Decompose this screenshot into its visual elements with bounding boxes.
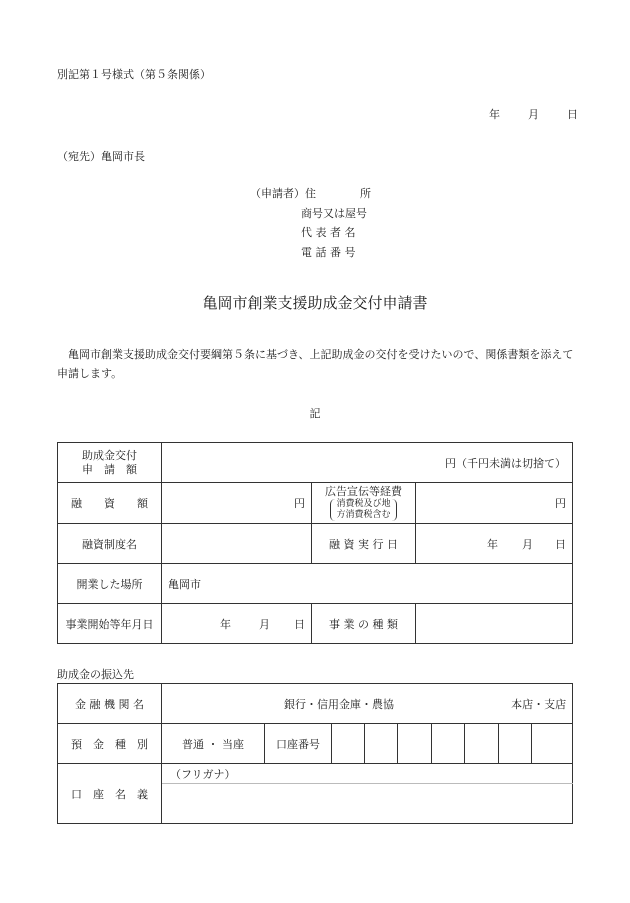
deposit-type-options[interactable]: 普通 ・ 当座 xyxy=(162,724,265,764)
applicant-address-label: 住 所 xyxy=(305,187,371,200)
furigana-row xyxy=(58,764,573,784)
ki-marker: 記 xyxy=(309,407,321,420)
applicant-phone-label: 電 話 番 号 xyxy=(301,245,356,259)
grant-amount-field[interactable]: 円（千円未満は切捨て） xyxy=(162,443,573,483)
form-number-label: 別記第１号様式（第５条関係） xyxy=(57,68,211,81)
account-digit-5[interactable] xyxy=(465,724,499,764)
loan-system-row xyxy=(58,524,573,564)
branch-types: 本店・支店 xyxy=(511,697,567,711)
location-label: 開業した場所 xyxy=(58,564,162,604)
institution-field[interactable] xyxy=(162,684,573,724)
bank-transfer-heading: 助成金の振込先 xyxy=(57,668,134,681)
institution-types: 銀行・信用金庫・農協 xyxy=(284,697,394,711)
loan-row xyxy=(58,483,573,524)
ad-expense-label: 広告宣伝等経費 消費税及び地 方消費税含む xyxy=(312,483,416,524)
loan-exec-date-label: 融 資 実 行 日 xyxy=(312,524,416,564)
institution-label: 金 融 機 関 名 xyxy=(58,684,162,724)
account-number-label: 口座番号 xyxy=(265,724,332,764)
account-digit-6[interactable] xyxy=(499,724,532,764)
account-digit-2[interactable] xyxy=(365,724,398,764)
date-day: 日 xyxy=(567,108,578,121)
applicant-shop-name-label: 商号又は屋号 xyxy=(301,206,367,220)
application-statement: 亀岡市創業支援助成金交付要綱第５条に基づき、上記助成金の交付を受けたいので、関係書類を添えて申請します。 xyxy=(57,348,574,380)
application-date xyxy=(489,106,578,122)
business-type-field[interactable] xyxy=(416,604,573,644)
institution-row xyxy=(58,684,573,724)
loan-amount-field[interactable]: 円 xyxy=(162,483,312,524)
account-digit-7[interactable] xyxy=(532,724,573,764)
start-date-row xyxy=(58,604,573,644)
applicant-block xyxy=(250,184,371,262)
business-type-label: 事 業 の 種 類 xyxy=(312,604,416,644)
account-digit-4[interactable] xyxy=(432,724,465,764)
form-title: 亀岡市創業支援助成金交付申請書 xyxy=(202,294,428,312)
deposit-row xyxy=(58,724,573,764)
applicant-representative-label: 代 表 者 名 xyxy=(301,226,356,239)
date-month: 月 xyxy=(528,108,539,121)
grant-amount-row xyxy=(58,443,573,483)
account-digit-1[interactable] xyxy=(332,724,365,764)
grant-table xyxy=(57,442,573,644)
loan-system-field[interactable] xyxy=(162,524,312,564)
account-name-label: 口 座 名 義 xyxy=(58,764,162,824)
start-date-field[interactable]: 年 月 日 xyxy=(162,604,312,644)
date-year: 年 xyxy=(489,108,500,121)
deposit-type-label: 預 金 種 別 xyxy=(58,724,162,764)
start-date-label: 事業開始等年月日 xyxy=(58,604,162,644)
applicant-prefix: （申請者） xyxy=(250,187,305,200)
addressee: （宛先）亀岡市長 xyxy=(57,150,145,163)
account-digit-3[interactable] xyxy=(398,724,432,764)
account-name-field[interactable] xyxy=(162,784,573,824)
bank-table xyxy=(57,683,573,824)
furigana-field[interactable]: （フリガナ） xyxy=(162,764,573,784)
location-field[interactable]: 亀岡市 xyxy=(162,564,573,604)
loan-amount-label: 融 資 額 xyxy=(58,483,162,524)
ad-expense-field[interactable]: 円 xyxy=(416,483,573,524)
grant-amount-label: 助成金交付 申 請 額 xyxy=(58,443,162,483)
loan-exec-date-field[interactable]: 年 月 日 xyxy=(416,524,573,564)
location-row xyxy=(58,564,573,604)
loan-system-label: 融資制度名 xyxy=(58,524,162,564)
